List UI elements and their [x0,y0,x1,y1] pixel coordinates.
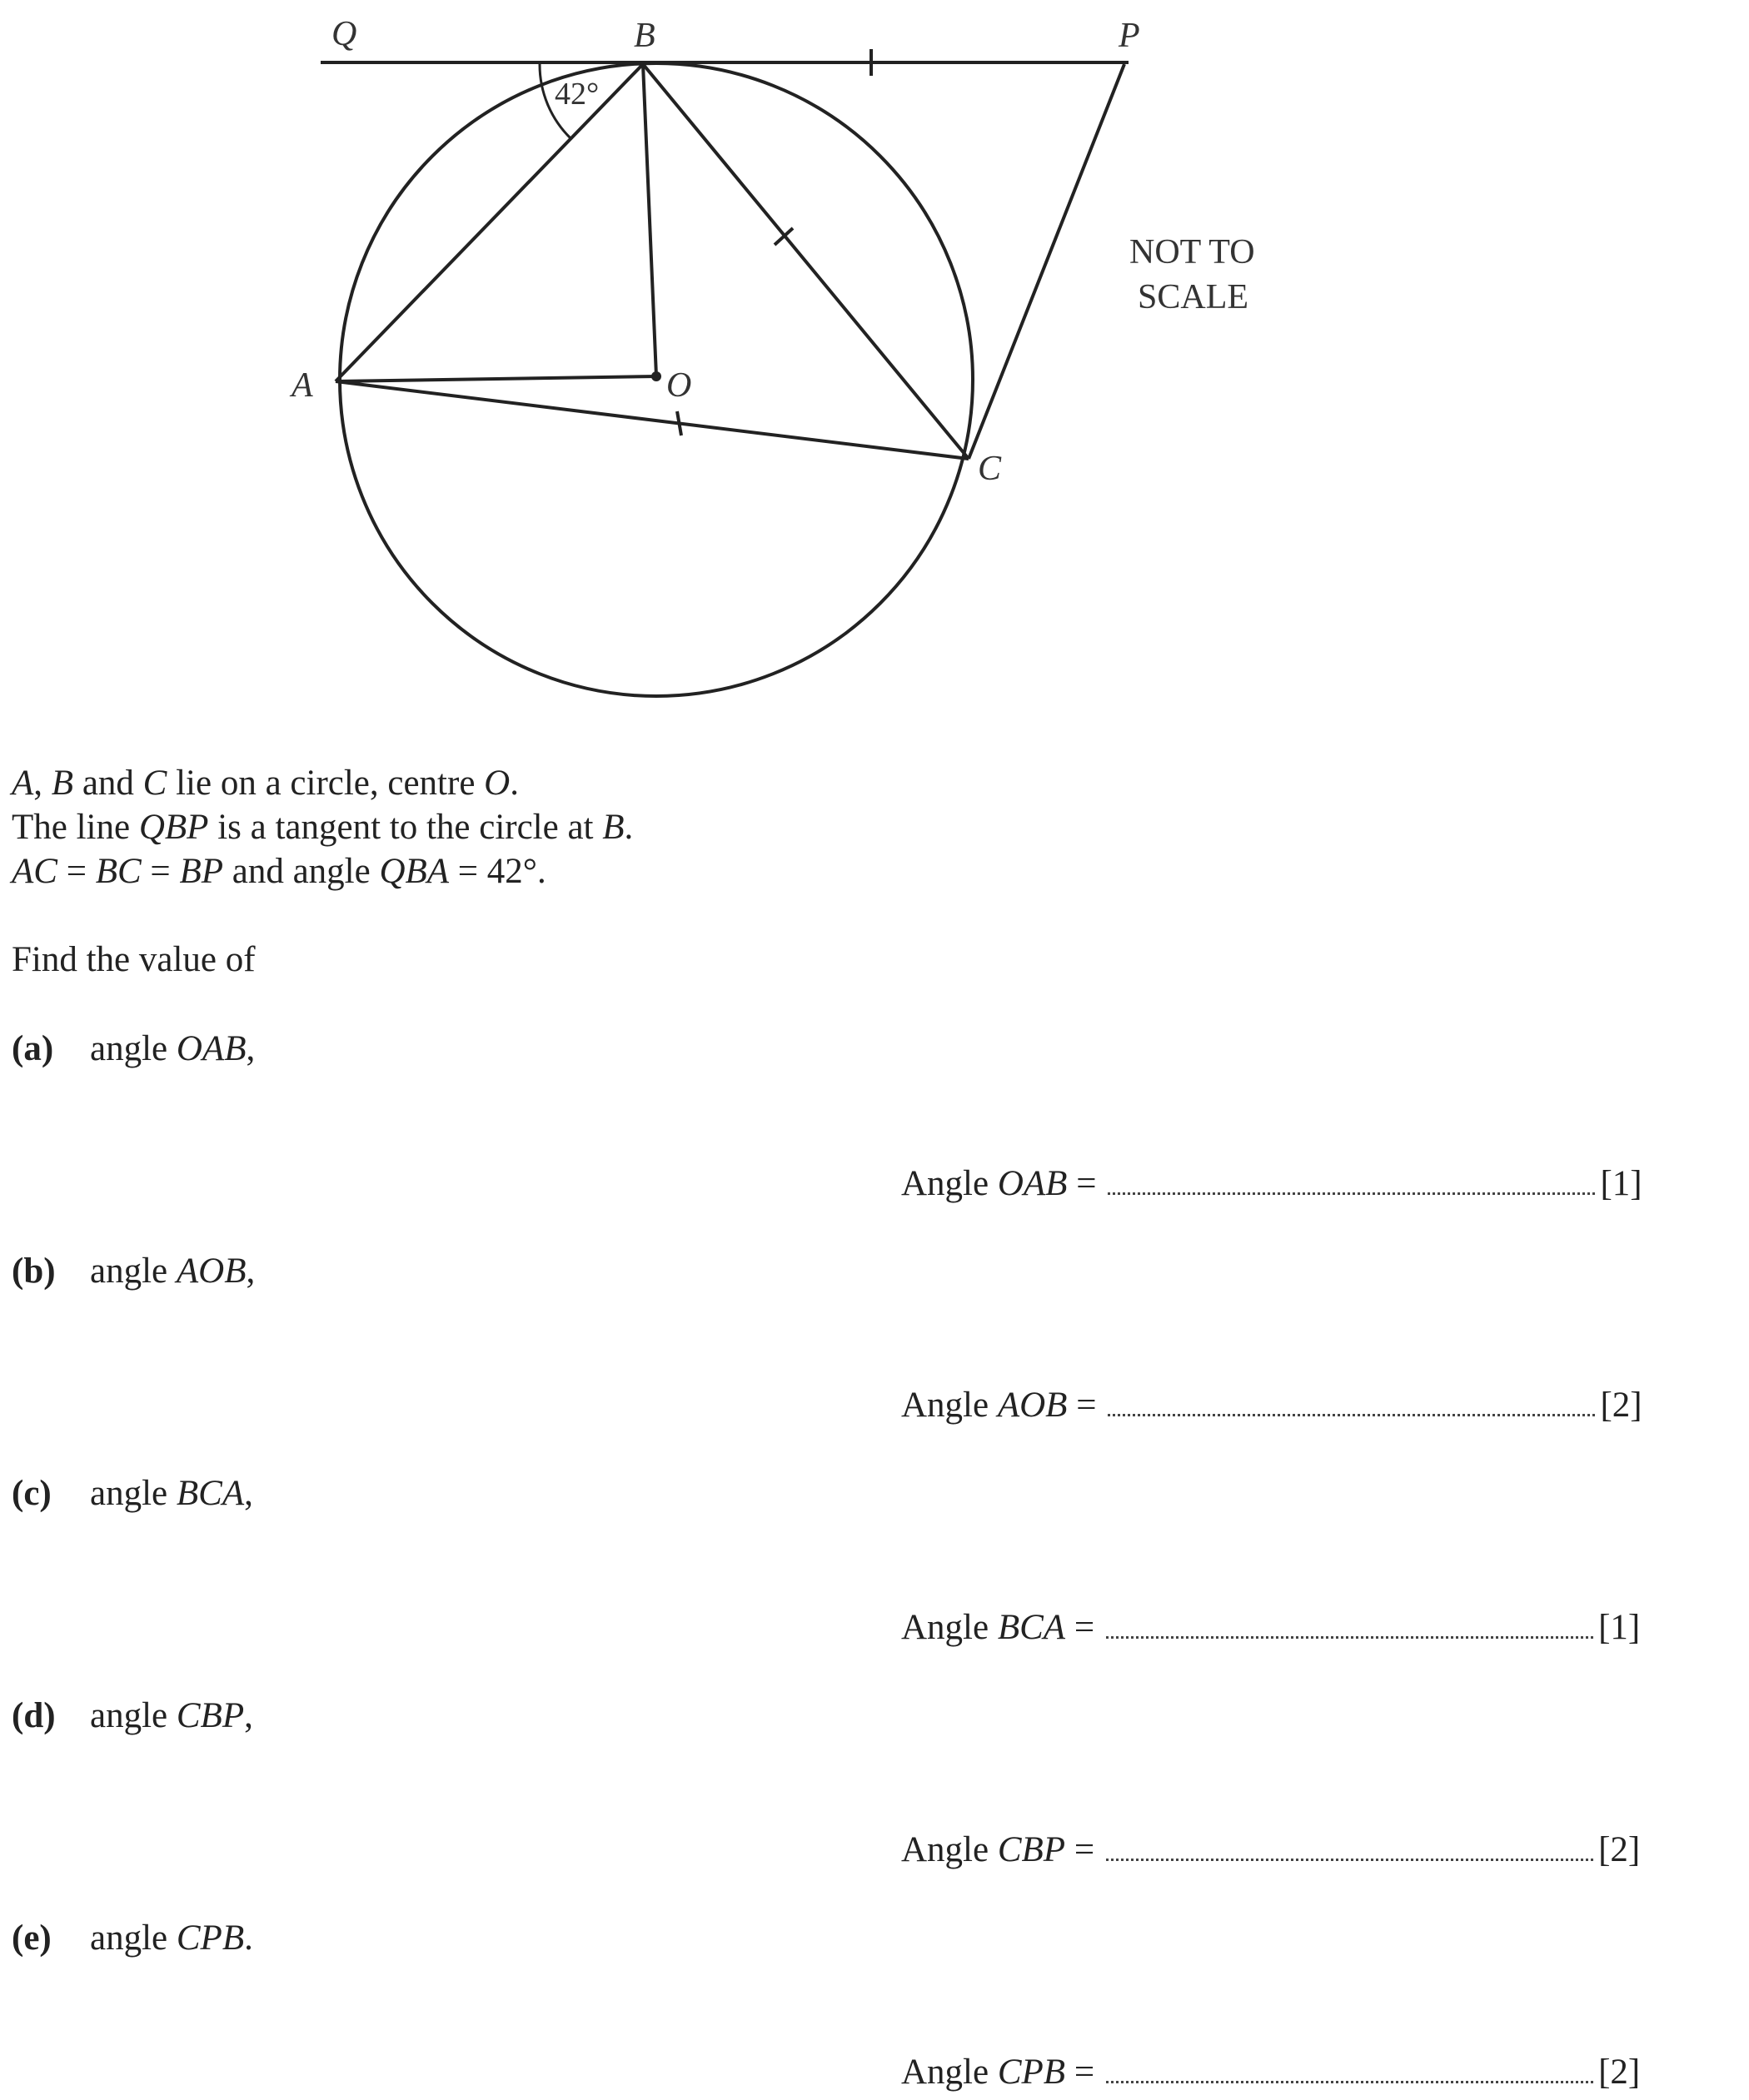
part-label: (e) [12,1918,52,1958]
math-symbol: BC [95,852,142,891]
label-a: A [292,366,313,405]
answer-line-d[interactable]: Angle CBP = [2] [901,1830,1641,1869]
part-label: (a) [12,1029,54,1068]
angle-name: AOB [176,1252,247,1291]
statement-text: . [624,808,634,847]
marks: [2] [1600,1386,1642,1425]
math-symbol: QBP [138,808,209,847]
centre-point [651,371,661,381]
math-symbol: B [51,764,74,803]
statement-text: is a tangent to the circle at [208,808,603,847]
part-c-question [12,1472,253,1515]
angle-name: OAB [176,1029,247,1068]
marks: [1] [1598,1608,1641,1647]
part-word: angle [90,1029,168,1068]
answer-prefix: Angle [901,1164,989,1203]
math-symbol: B [602,808,625,847]
statement-text: The line [12,808,139,847]
answer-angle-name: CPB [997,2053,1066,2092]
marks: [2] [1598,2053,1641,2092]
part-label: (c) [12,1474,52,1513]
segment-ac [336,381,969,459]
answer-blank[interactable] [1108,1167,1595,1195]
marks: [1] [1600,1164,1642,1203]
marks: [2] [1598,1830,1641,1869]
answer-angle-name: OAB [997,1164,1068,1203]
math-symbol: O [484,764,511,803]
label-b: B [634,17,655,55]
answer-prefix: Angle [901,1608,989,1647]
part-word: angle [90,1918,168,1958]
math-symbol: BP [179,852,223,891]
punctuation: . [244,1918,253,1958]
segment-bo [643,64,656,376]
answer-angle-name: AOB [997,1386,1068,1425]
part-word: angle [90,1696,168,1735]
statement-text: = [57,852,96,891]
answer-prefix: Angle [901,1386,989,1425]
answer-line-c[interactable]: Angle BCA = [1] [901,1608,1641,1647]
statement-line-1 [12,762,519,805]
punctuation: , [244,1696,253,1735]
part-word: angle [90,1474,168,1513]
segment-cp [969,64,1124,459]
instruction: Find the value of [12,940,256,979]
answer-line-a[interactable]: Angle OAB = [1] [901,1164,1642,1203]
answer-blank[interactable] [1106,1611,1593,1639]
not-to-scale-line2: SCALE [1138,278,1249,316]
part-word: angle [90,1252,168,1291]
angle-name: CBP [176,1696,245,1735]
statement-line-2 [12,806,633,849]
part-label: (d) [12,1696,56,1735]
angle-name: BCA [176,1474,245,1513]
math-symbol: A [12,764,34,803]
answer-line-b[interactable]: Angle AOB = [2] [901,1386,1642,1425]
statement-line-3 [12,850,546,893]
answer-prefix: Angle [901,2053,989,2092]
segment-ao [336,376,656,381]
punctuation: , [244,1474,253,1513]
label-o: O [666,366,692,405]
angle-label: 42° [555,77,600,112]
part-b-question [12,1250,255,1293]
math-symbol: QBA [379,852,450,891]
statement-text: and [73,764,143,803]
answer-angle-name: BCA [997,1608,1066,1647]
math-symbol: C [142,764,167,803]
segment-bc [643,64,969,459]
answer-angle-name: CBP [997,1830,1066,1869]
statement-text: lie on a circle, centre [167,764,485,803]
part-e-question [12,1917,253,1960]
statement-text: = [141,852,180,891]
tick-mark-ac [677,411,681,435]
geometry-diagram [0,0,1749,716]
answer-blank[interactable] [1108,1389,1595,1416]
answer-line-e[interactable]: Angle CPB = [2] [901,2053,1641,2092]
answer-blank[interactable] [1106,2056,1593,2083]
part-a-question [12,1028,255,1071]
statement-text: . [510,764,519,803]
answer-prefix: Angle [901,1830,989,1869]
label-c: C [978,450,1002,488]
math-symbol: AC [12,852,57,891]
answer-blank[interactable] [1106,1834,1593,1861]
label-q: Q [331,15,357,53]
part-d-question [12,1694,253,1738]
label-p: P [1119,17,1140,55]
part-label: (b) [12,1252,56,1291]
punctuation: , [246,1029,256,1068]
not-to-scale-line1: NOT TO [1129,233,1255,271]
statement-text: , [33,764,52,803]
statement-text: = 42°. [449,852,546,891]
statement-text: and angle [222,852,380,891]
punctuation: , [246,1252,256,1291]
angle-name: CPB [176,1918,245,1958]
